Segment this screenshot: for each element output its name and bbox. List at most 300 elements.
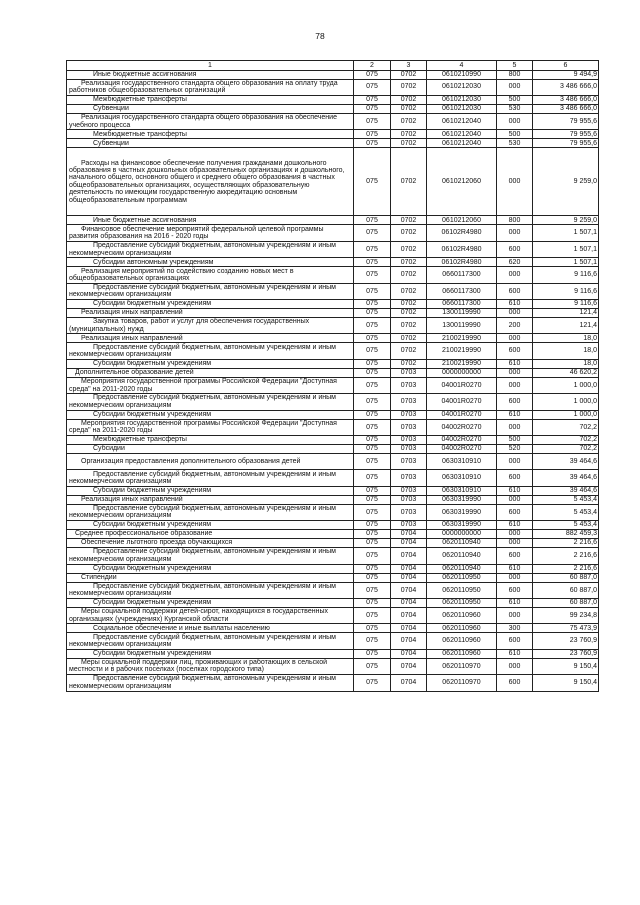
row-section-code: 0702 bbox=[391, 300, 427, 309]
row-expense-type: 620 bbox=[497, 258, 533, 267]
row-name: Субсидии bbox=[67, 444, 354, 453]
row-name: Предоставление субсидий бюджетным, автономным учреждениям и иным некоммерческим организациям bbox=[67, 582, 354, 598]
table-row bbox=[67, 79, 599, 95]
row-ministry-code: 075 bbox=[354, 368, 391, 377]
table-row bbox=[67, 633, 599, 649]
row-ministry-code: 075 bbox=[354, 377, 391, 393]
row-section-code: 0702 bbox=[391, 148, 427, 216]
row-name: Дополнительное образование детей bbox=[67, 368, 354, 377]
row-name: Субсидии бюджетным учреждениям bbox=[67, 598, 354, 607]
row-name: Иные бюджетные ассигнования bbox=[67, 70, 354, 79]
row-name: Реализация государственного стандарта общего образования на обеспечение учебного процесса bbox=[67, 113, 354, 129]
row-section-code: 0702 bbox=[391, 334, 427, 343]
table-row bbox=[67, 258, 599, 267]
row-amount: 2 216,6 bbox=[533, 539, 599, 548]
row-name: Межбюджетные трансферты bbox=[67, 130, 354, 139]
row-target-article: 1300119990 bbox=[427, 309, 497, 318]
table-row bbox=[67, 530, 599, 539]
row-ministry-code: 075 bbox=[354, 435, 391, 444]
row-ministry-code: 075 bbox=[354, 675, 391, 691]
row-expense-type: 000 bbox=[497, 607, 533, 623]
row-ministry-code: 075 bbox=[354, 649, 391, 658]
row-name: Реализация иных направлений bbox=[67, 309, 354, 318]
row-ministry-code: 075 bbox=[354, 300, 391, 309]
table-row bbox=[67, 359, 599, 368]
row-expense-type: 000 bbox=[497, 225, 533, 241]
row-amount: 9 259,0 bbox=[533, 216, 599, 225]
table-row bbox=[67, 435, 599, 444]
row-name: Субсидии бюджетным учреждениям bbox=[67, 410, 354, 419]
row-target-article: 04001R0270 bbox=[427, 394, 497, 410]
row-ministry-code: 075 bbox=[354, 419, 391, 435]
row-amount: 23 760,9 bbox=[533, 649, 599, 658]
row-target-article: 0000000000 bbox=[427, 368, 497, 377]
row-name: Иные бюджетные ассигнования bbox=[67, 216, 354, 225]
row-expense-type: 600 bbox=[497, 241, 533, 257]
table-row bbox=[67, 216, 599, 225]
row-amount: 5 453,4 bbox=[533, 495, 599, 504]
row-amount: 23 760,9 bbox=[533, 633, 599, 649]
row-target-article: 2100219990 bbox=[427, 359, 497, 368]
row-amount: 1 507,1 bbox=[533, 241, 599, 257]
row-expense-type: 000 bbox=[497, 79, 533, 95]
row-amount: 39 464,6 bbox=[533, 470, 599, 486]
row-target-article: 0620110950 bbox=[427, 598, 497, 607]
row-target-article: 0620110970 bbox=[427, 675, 497, 691]
row-ministry-code: 075 bbox=[354, 607, 391, 623]
row-target-article: 06102R4980 bbox=[427, 258, 497, 267]
row-name: Обеспечение льготного проезда обучающихся bbox=[67, 539, 354, 548]
row-target-article: 0630310910 bbox=[427, 453, 497, 469]
table-row bbox=[67, 113, 599, 129]
row-section-code: 0703 bbox=[391, 435, 427, 444]
row-expense-type: 000 bbox=[497, 148, 533, 216]
row-target-article: 06102R4980 bbox=[427, 225, 497, 241]
row-expense-type: 000 bbox=[497, 368, 533, 377]
row-section-code: 0704 bbox=[391, 582, 427, 598]
row-ministry-code: 075 bbox=[354, 564, 391, 573]
row-target-article: 0610212030 bbox=[427, 79, 497, 95]
row-expense-type: 600 bbox=[497, 504, 533, 520]
table-row bbox=[67, 130, 599, 139]
table-row bbox=[67, 504, 599, 520]
row-name: Субсидии бюджетным учреждениям bbox=[67, 486, 354, 495]
row-target-article: 0610212030 bbox=[427, 104, 497, 113]
row-ministry-code: 075 bbox=[354, 530, 391, 539]
table-row bbox=[67, 148, 599, 216]
row-target-article: 04001R0270 bbox=[427, 377, 497, 393]
row-name: Субвенции bbox=[67, 139, 354, 148]
row-name: Предоставление субсидий бюджетным, автономным учреждениям и иным некоммерческим организациям bbox=[67, 394, 354, 410]
row-target-article: 0620110960 bbox=[427, 624, 497, 633]
row-target-article: 0610212060 bbox=[427, 216, 497, 225]
row-amount: 702,2 bbox=[533, 444, 599, 453]
row-amount: 18,0 bbox=[533, 343, 599, 359]
row-amount: 882 459,3 bbox=[533, 530, 599, 539]
row-expense-type: 600 bbox=[497, 548, 533, 564]
row-ministry-code: 075 bbox=[354, 504, 391, 520]
row-name: Реализация государственного стандарта общего образования на оплату труда работников общеобразовательных организаций bbox=[67, 79, 354, 95]
row-amount: 99 234,8 bbox=[533, 607, 599, 623]
row-section-code: 0703 bbox=[391, 504, 427, 520]
row-ministry-code: 075 bbox=[354, 79, 391, 95]
table-row bbox=[67, 104, 599, 113]
row-target-article: 06102R4980 bbox=[427, 241, 497, 257]
row-ministry-code: 075 bbox=[354, 548, 391, 564]
row-section-code: 0703 bbox=[391, 368, 427, 377]
row-expense-type: 610 bbox=[497, 300, 533, 309]
table-row bbox=[67, 607, 599, 623]
row-ministry-code: 075 bbox=[354, 359, 391, 368]
row-target-article: 0620110960 bbox=[427, 633, 497, 649]
row-target-article: 04001R0270 bbox=[427, 410, 497, 419]
row-ministry-code: 075 bbox=[354, 216, 391, 225]
row-target-article: 0630319990 bbox=[427, 521, 497, 530]
table-row bbox=[67, 309, 599, 318]
row-section-code: 0702 bbox=[391, 318, 427, 334]
row-section-code: 0704 bbox=[391, 607, 427, 623]
row-target-article: 1300119990 bbox=[427, 318, 497, 334]
row-section-code: 0702 bbox=[391, 359, 427, 368]
row-section-code: 0704 bbox=[391, 539, 427, 548]
row-expense-type: 610 bbox=[497, 410, 533, 419]
table-row bbox=[67, 318, 599, 334]
row-expense-type: 000 bbox=[497, 267, 533, 283]
row-expense-type: 000 bbox=[497, 334, 533, 343]
row-ministry-code: 075 bbox=[354, 573, 391, 582]
table-row bbox=[67, 548, 599, 564]
row-amount: 9 116,6 bbox=[533, 300, 599, 309]
row-amount: 1 000,0 bbox=[533, 377, 599, 393]
row-ministry-code: 075 bbox=[354, 453, 391, 469]
row-name: Субсидии бюджетным учреждениям bbox=[67, 359, 354, 368]
row-section-code: 0704 bbox=[391, 624, 427, 633]
row-name: Закупка товаров, работ и услуг для обеспечения государственных (муниципальных) нужд bbox=[67, 318, 354, 334]
row-expense-type: 600 bbox=[497, 633, 533, 649]
row-amount: 79 955,6 bbox=[533, 139, 599, 148]
row-section-code: 0704 bbox=[391, 658, 427, 674]
row-ministry-code: 075 bbox=[354, 495, 391, 504]
row-amount: 3 486 666,0 bbox=[533, 95, 599, 104]
row-expense-type: 000 bbox=[497, 453, 533, 469]
row-amount: 9 116,6 bbox=[533, 267, 599, 283]
row-amount: 5 453,4 bbox=[533, 504, 599, 520]
row-section-code: 0702 bbox=[391, 216, 427, 225]
row-target-article: 0630310910 bbox=[427, 470, 497, 486]
row-target-article: 0630319990 bbox=[427, 504, 497, 520]
table-row bbox=[67, 343, 599, 359]
row-target-article: 0610212060 bbox=[427, 148, 497, 216]
row-ministry-code: 075 bbox=[354, 444, 391, 453]
row-section-code: 0704 bbox=[391, 548, 427, 564]
row-section-code: 0704 bbox=[391, 530, 427, 539]
table-row bbox=[67, 486, 599, 495]
row-expense-type: 000 bbox=[497, 530, 533, 539]
row-target-article: 0000000000 bbox=[427, 530, 497, 539]
table-row bbox=[67, 649, 599, 658]
row-target-article: 0660117300 bbox=[427, 267, 497, 283]
row-amount: 5 453,4 bbox=[533, 521, 599, 530]
row-section-code: 0703 bbox=[391, 394, 427, 410]
row-amount: 79 955,6 bbox=[533, 113, 599, 129]
row-expense-type: 200 bbox=[497, 318, 533, 334]
row-expense-type: 800 bbox=[497, 70, 533, 79]
row-section-code: 0702 bbox=[391, 130, 427, 139]
row-expense-type: 000 bbox=[497, 495, 533, 504]
table-row bbox=[67, 70, 599, 79]
row-amount: 121,4 bbox=[533, 318, 599, 334]
table-row bbox=[67, 283, 599, 299]
table-row bbox=[67, 368, 599, 377]
row-name: Субсидии бюджетным учреждениям bbox=[67, 300, 354, 309]
row-ministry-code: 075 bbox=[354, 343, 391, 359]
row-amount: 121,4 bbox=[533, 309, 599, 318]
table-row bbox=[67, 377, 599, 393]
row-amount: 60 887,0 bbox=[533, 598, 599, 607]
page-number: 78 bbox=[315, 31, 325, 41]
table-row bbox=[67, 470, 599, 486]
row-target-article: 0660117300 bbox=[427, 283, 497, 299]
row-amount: 9 150,4 bbox=[533, 658, 599, 674]
row-section-code: 0702 bbox=[391, 70, 427, 79]
row-section-code: 0704 bbox=[391, 598, 427, 607]
row-expense-type: 600 bbox=[497, 470, 533, 486]
row-expense-type: 610 bbox=[497, 649, 533, 658]
row-section-code: 0703 bbox=[391, 486, 427, 495]
row-name: Субсидии бюджетным учреждениям bbox=[67, 521, 354, 530]
row-target-article: 0610212040 bbox=[427, 139, 497, 148]
row-name: Межбюджетные трансферты bbox=[67, 95, 354, 104]
row-ministry-code: 075 bbox=[354, 410, 391, 419]
row-name: Меры социальной поддержки детей-сирот, находящихся в государственных организациях (учреждениях) Курганской области bbox=[67, 607, 354, 623]
row-ministry-code: 075 bbox=[354, 309, 391, 318]
table-row bbox=[67, 675, 599, 691]
row-section-code: 0702 bbox=[391, 241, 427, 257]
row-section-code: 0702 bbox=[391, 113, 427, 129]
row-expense-type: 800 bbox=[497, 216, 533, 225]
row-expense-type: 600 bbox=[497, 343, 533, 359]
row-section-code: 0704 bbox=[391, 649, 427, 658]
row-amount: 9 150,4 bbox=[533, 675, 599, 691]
row-ministry-code: 075 bbox=[354, 130, 391, 139]
row-section-code: 0702 bbox=[391, 309, 427, 318]
row-ministry-code: 075 bbox=[354, 113, 391, 129]
row-amount: 79 955,6 bbox=[533, 130, 599, 139]
row-expense-type: 600 bbox=[497, 582, 533, 598]
row-name: Субсидии автономным учреждениям bbox=[67, 258, 354, 267]
row-section-code: 0702 bbox=[391, 104, 427, 113]
column-header-amount: 6 bbox=[533, 61, 599, 71]
row-expense-type: 500 bbox=[497, 435, 533, 444]
row-name: Субсидии бюджетным учреждениям bbox=[67, 564, 354, 573]
row-ministry-code: 075 bbox=[354, 582, 391, 598]
row-section-code: 0702 bbox=[391, 225, 427, 241]
row-expense-type: 610 bbox=[497, 564, 533, 573]
row-section-code: 0703 bbox=[391, 453, 427, 469]
row-name: Субвенции bbox=[67, 104, 354, 113]
row-target-article: 2100219990 bbox=[427, 334, 497, 343]
row-expense-type: 000 bbox=[497, 377, 533, 393]
budget-table bbox=[66, 60, 599, 692]
row-target-article: 0620110960 bbox=[427, 607, 497, 623]
table-row bbox=[67, 139, 599, 148]
row-name: Субсидии бюджетным учреждениям bbox=[67, 649, 354, 658]
row-name: Межбюджетные трансферты bbox=[67, 435, 354, 444]
row-amount: 1 507,1 bbox=[533, 225, 599, 241]
table-row bbox=[67, 582, 599, 598]
row-target-article: 0610212040 bbox=[427, 130, 497, 139]
row-section-code: 0703 bbox=[391, 377, 427, 393]
table-row bbox=[67, 300, 599, 309]
table-row bbox=[67, 573, 599, 582]
row-ministry-code: 075 bbox=[354, 267, 391, 283]
row-target-article: 0620110950 bbox=[427, 582, 497, 598]
row-name: Социальное обеспечение и иные выплаты населению bbox=[67, 624, 354, 633]
row-name: Расходы на финансовое обеспечение получения гражданами дошкольного образования в частных дошкольных образовательных организациях и дошкольного, начального общего, основного общего и среднего общего образования в частных общеобразовательных организациях, осуществляющих образовательную деятельность по имеющим государственную аккредитацию основным общеобразовательным программам bbox=[67, 148, 354, 216]
row-target-article: 0620110940 bbox=[427, 548, 497, 564]
table-header bbox=[67, 61, 599, 71]
row-expense-type: 600 bbox=[497, 283, 533, 299]
row-ministry-code: 075 bbox=[354, 394, 391, 410]
row-ministry-code: 075 bbox=[354, 139, 391, 148]
row-amount: 1 000,0 bbox=[533, 394, 599, 410]
row-amount: 3 486 666,0 bbox=[533, 79, 599, 95]
row-expense-type: 500 bbox=[497, 95, 533, 104]
row-expense-type: 000 bbox=[497, 573, 533, 582]
row-name: Предоставление субсидий бюджетным, автономным учреждениям и иным некоммерческим организациям bbox=[67, 633, 354, 649]
row-name: Предоставление субсидий бюджетным, автономным учреждениям и иным некоммерческим организациям bbox=[67, 504, 354, 520]
row-expense-type: 610 bbox=[497, 598, 533, 607]
row-amount: 9 259,0 bbox=[533, 148, 599, 216]
row-ministry-code: 075 bbox=[354, 70, 391, 79]
row-name: Мероприятия государственной программы Российской Федерации "Доступная среда" на 2011-2020 годы bbox=[67, 419, 354, 435]
row-amount: 39 464,6 bbox=[533, 486, 599, 495]
row-amount: 18,0 bbox=[533, 359, 599, 368]
row-section-code: 0703 bbox=[391, 444, 427, 453]
row-ministry-code: 075 bbox=[354, 318, 391, 334]
row-expense-type: 600 bbox=[497, 394, 533, 410]
table-row bbox=[67, 394, 599, 410]
row-target-article: 0630319990 bbox=[427, 495, 497, 504]
row-amount: 3 486 666,0 bbox=[533, 104, 599, 113]
header-row bbox=[67, 61, 599, 71]
row-ministry-code: 075 bbox=[354, 148, 391, 216]
row-expense-type: 600 bbox=[497, 675, 533, 691]
row-name: Организация предоставления дополнительного образования детей bbox=[67, 453, 354, 469]
row-target-article: 04002R0270 bbox=[427, 419, 497, 435]
row-amount: 60 887,0 bbox=[533, 582, 599, 598]
row-target-article: 0610210990 bbox=[427, 70, 497, 79]
row-target-article: 0610212040 bbox=[427, 113, 497, 129]
row-expense-type: 000 bbox=[497, 419, 533, 435]
row-section-code: 0702 bbox=[391, 267, 427, 283]
column-header-target-article: 4 bbox=[427, 61, 497, 71]
row-expense-type: 610 bbox=[497, 359, 533, 368]
table-row bbox=[67, 624, 599, 633]
row-expense-type: 610 bbox=[497, 486, 533, 495]
row-ministry-code: 075 bbox=[354, 470, 391, 486]
row-amount: 2 216,6 bbox=[533, 548, 599, 564]
row-target-article: 0620110940 bbox=[427, 539, 497, 548]
row-section-code: 0704 bbox=[391, 675, 427, 691]
row-ministry-code: 075 bbox=[354, 658, 391, 674]
row-ministry-code: 075 bbox=[354, 486, 391, 495]
row-target-article: 0630310910 bbox=[427, 486, 497, 495]
row-ministry-code: 075 bbox=[354, 258, 391, 267]
table-row bbox=[67, 410, 599, 419]
row-expense-type: 610 bbox=[497, 521, 533, 530]
row-ministry-code: 075 bbox=[354, 624, 391, 633]
row-ministry-code: 075 bbox=[354, 539, 391, 548]
row-section-code: 0702 bbox=[391, 79, 427, 95]
row-section-code: 0702 bbox=[391, 258, 427, 267]
row-amount: 9 494,9 bbox=[533, 70, 599, 79]
row-target-article: 2100219990 bbox=[427, 343, 497, 359]
row-section-code: 0703 bbox=[391, 521, 427, 530]
row-target-article: 0620110950 bbox=[427, 573, 497, 582]
row-expense-type: 000 bbox=[497, 113, 533, 129]
row-ministry-code: 075 bbox=[354, 633, 391, 649]
table-row bbox=[67, 658, 599, 674]
row-expense-type: 000 bbox=[497, 309, 533, 318]
row-expense-type: 000 bbox=[497, 658, 533, 674]
row-ministry-code: 075 bbox=[354, 334, 391, 343]
row-name: Предоставление субсидий бюджетным, автономным учреждениям и иным некоммерческим организациям bbox=[67, 470, 354, 486]
row-target-article: 0610212030 bbox=[427, 95, 497, 104]
table-row bbox=[67, 564, 599, 573]
table-row bbox=[67, 241, 599, 257]
row-target-article: 04002R0270 bbox=[427, 444, 497, 453]
row-expense-type: 000 bbox=[497, 539, 533, 548]
row-name: Реализация мероприятий по содействию созданию новых мест в общеобразовательных организациях bbox=[67, 267, 354, 283]
row-amount: 60 887,0 bbox=[533, 573, 599, 582]
row-ministry-code: 075 bbox=[354, 283, 391, 299]
row-name: Предоставление субсидий бюджетным, автономным учреждениям и иным некоммерческим организациям bbox=[67, 675, 354, 691]
row-expense-type: 530 bbox=[497, 104, 533, 113]
row-target-article: 04002R0270 bbox=[427, 435, 497, 444]
row-section-code: 0702 bbox=[391, 139, 427, 148]
row-name: Мероприятия государственной программы Российской Федерации "Доступная среда" на 2011-2020 годы bbox=[67, 377, 354, 393]
row-amount: 18,0 bbox=[533, 334, 599, 343]
column-header-expense-type: 5 bbox=[497, 61, 533, 71]
row-amount: 46 620,2 bbox=[533, 368, 599, 377]
row-amount: 39 464,6 bbox=[533, 453, 599, 469]
row-section-code: 0704 bbox=[391, 633, 427, 649]
row-ministry-code: 075 bbox=[354, 95, 391, 104]
row-name: Финансовое обеспечение мероприятий федеральной целевой программы развития образования на 2016 - 2020 годы bbox=[67, 225, 354, 241]
row-amount: 9 116,6 bbox=[533, 283, 599, 299]
column-header-section: 3 bbox=[391, 61, 427, 71]
row-amount: 1 507,1 bbox=[533, 258, 599, 267]
row-section-code: 0703 bbox=[391, 419, 427, 435]
row-expense-type: 300 bbox=[497, 624, 533, 633]
row-target-article: 0620110970 bbox=[427, 658, 497, 674]
row-section-code: 0704 bbox=[391, 573, 427, 582]
table-row bbox=[67, 453, 599, 469]
row-amount: 1 000,0 bbox=[533, 410, 599, 419]
table-row bbox=[67, 225, 599, 241]
row-name: Меры социальной поддержки лиц, проживающих и работающих в сельской местности и в рабочих поселках (поселках городского типа) bbox=[67, 658, 354, 674]
row-ministry-code: 075 bbox=[354, 225, 391, 241]
row-expense-type: 500 bbox=[497, 130, 533, 139]
column-header-name: 1 bbox=[67, 61, 354, 71]
row-target-article: 0620110940 bbox=[427, 564, 497, 573]
row-ministry-code: 075 bbox=[354, 104, 391, 113]
row-amount: 2 216,6 bbox=[533, 564, 599, 573]
row-name: Среднее профессиональное образование bbox=[67, 530, 354, 539]
row-name: Предоставление субсидий бюджетным, автономным учреждениям и иным некоммерческим организациям bbox=[67, 343, 354, 359]
row-section-code: 0703 bbox=[391, 470, 427, 486]
